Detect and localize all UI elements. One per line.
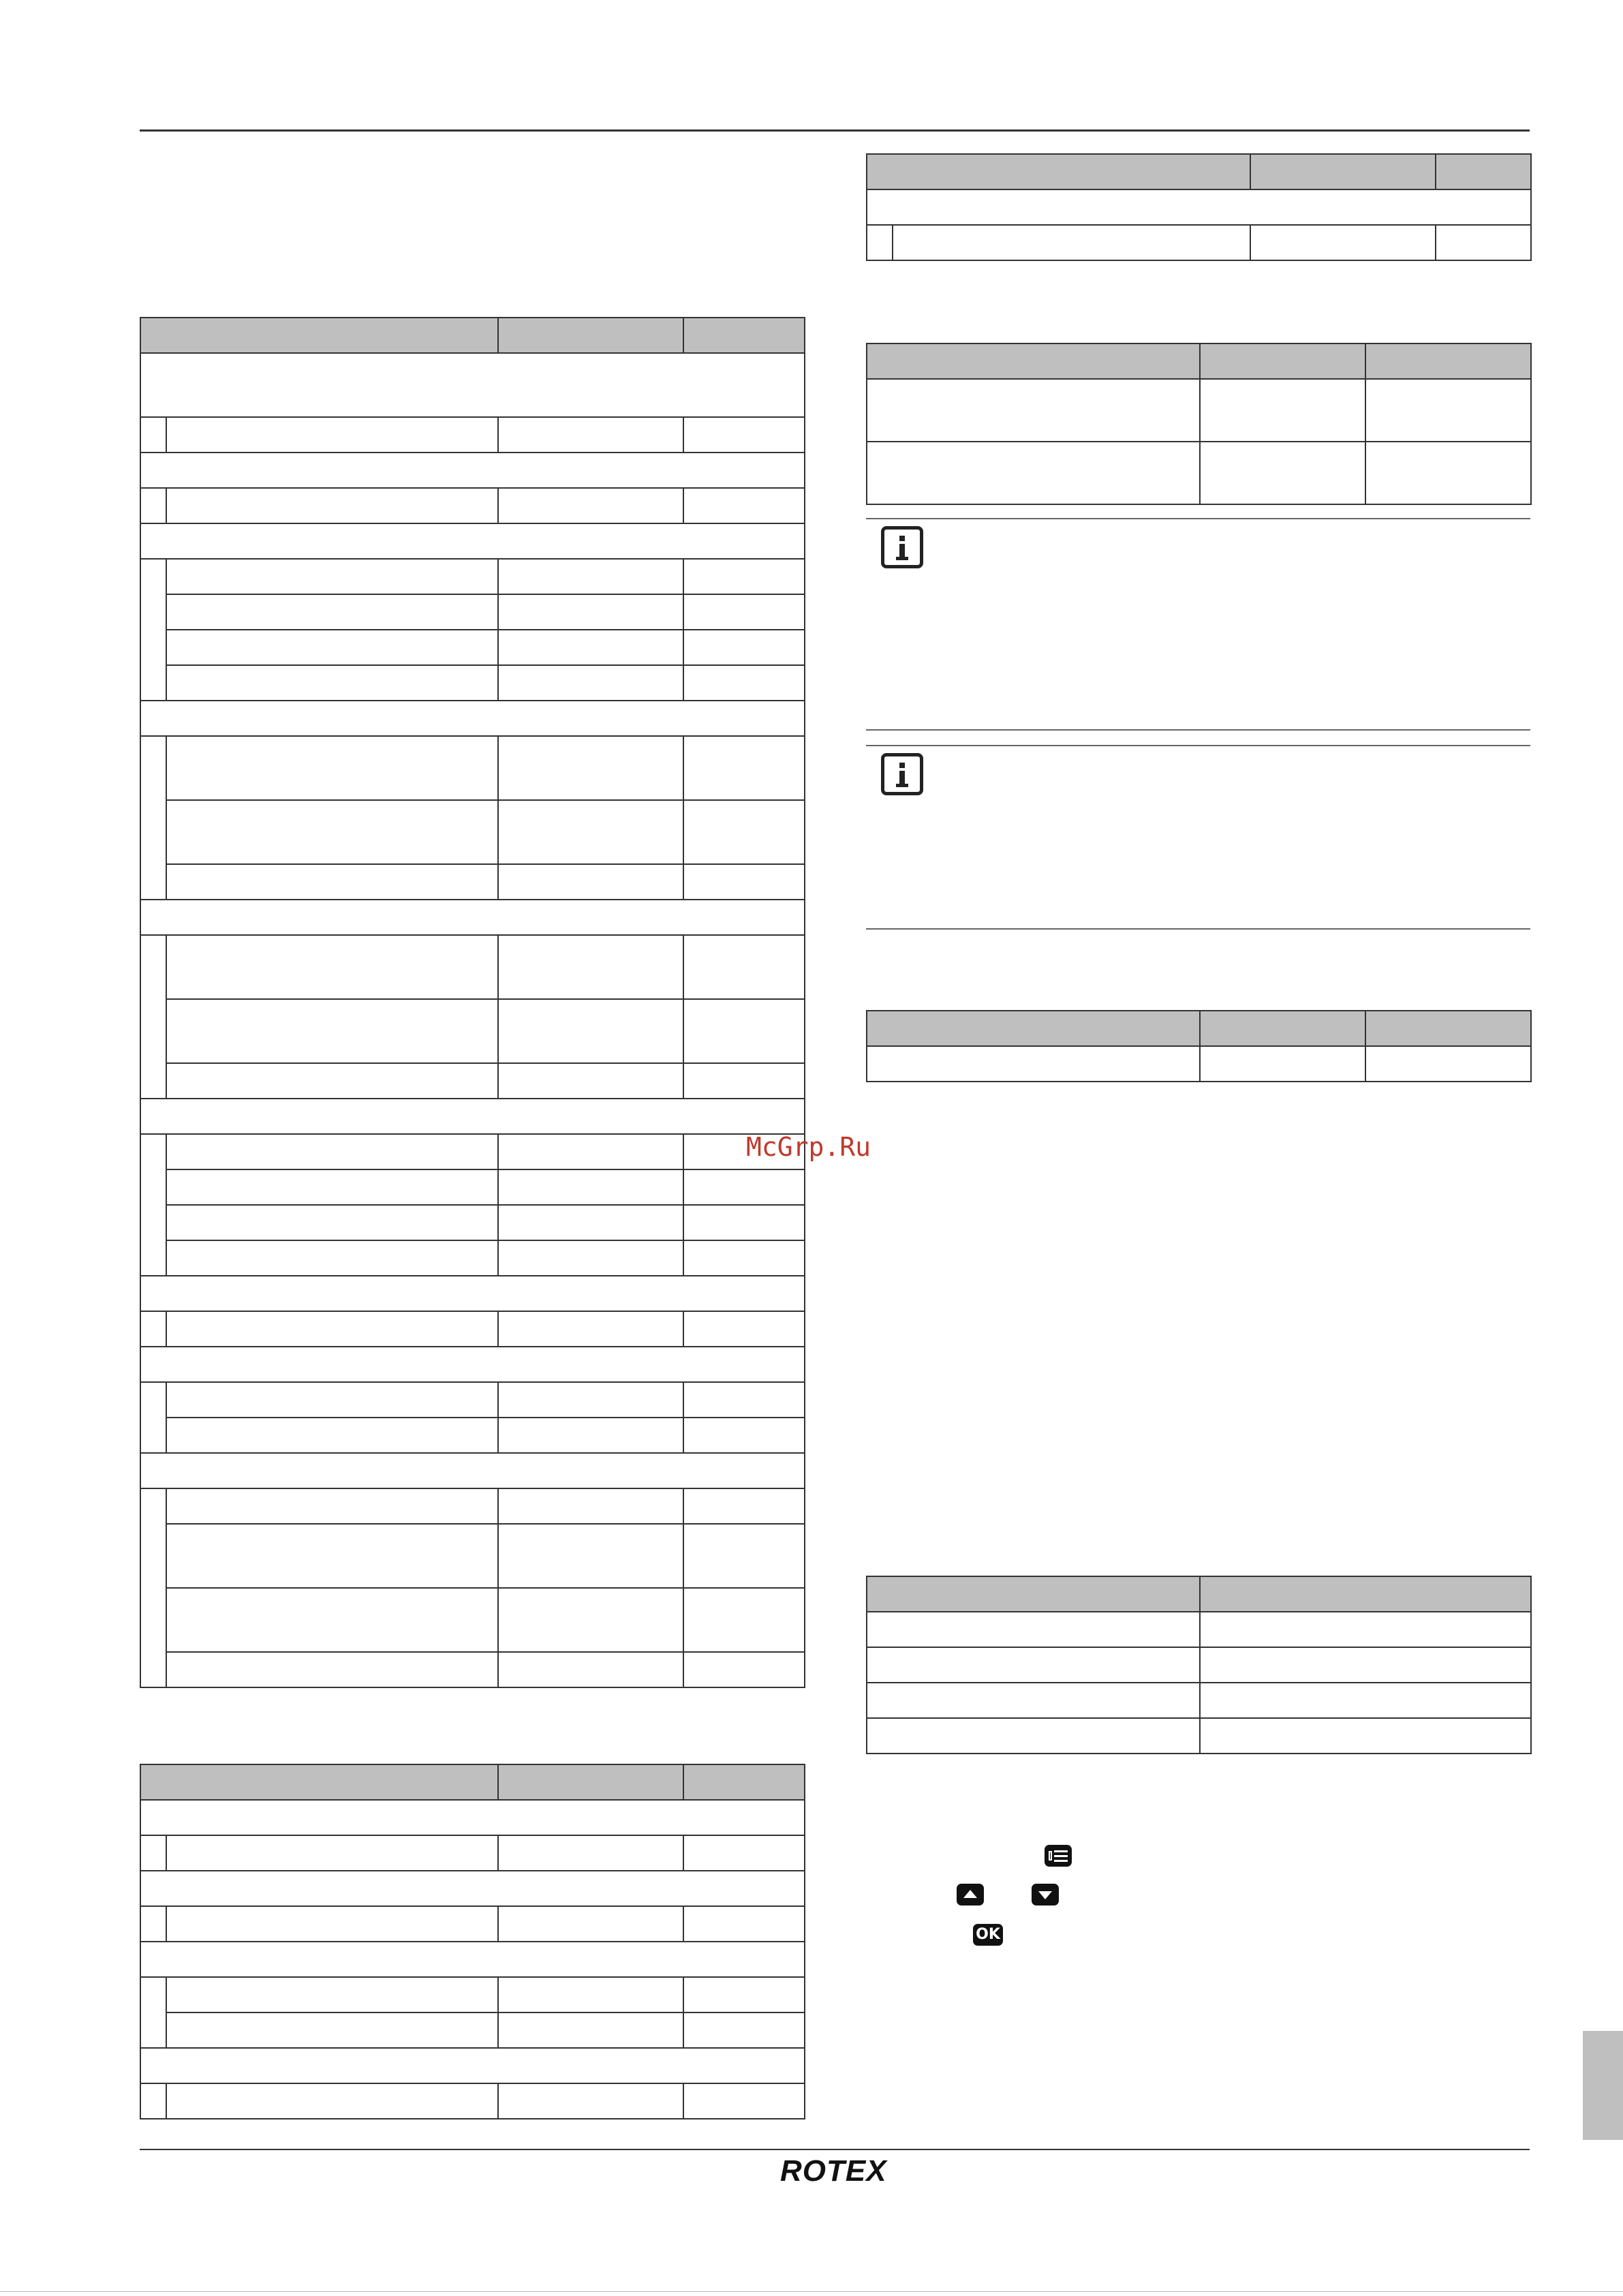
table-row — [140, 1063, 805, 1099]
table-row — [140, 630, 805, 665]
settings-table-6 — [866, 1576, 1532, 1754]
table-row — [140, 2012, 805, 2048]
table-row — [867, 1046, 1531, 1082]
group-row — [140, 900, 805, 935]
table-row — [867, 1647, 1531, 1683]
table-row — [140, 1835, 805, 1871]
group-row — [140, 453, 805, 488]
arrow-down-key-icon — [1032, 1884, 1059, 1905]
info-icon — [881, 753, 923, 795]
table-row — [867, 379, 1531, 442]
settings-table-3 — [866, 153, 1532, 261]
group-row — [140, 353, 805, 417]
header-rule — [140, 129, 1530, 132]
arrow-up-key-icon — [957, 1884, 984, 1905]
group-row — [140, 1276, 805, 1311]
table-header-row — [867, 154, 1531, 189]
table-row — [140, 1906, 805, 1942]
settings-table-4 — [866, 343, 1532, 505]
settings-table-1 — [140, 317, 805, 1688]
table-row — [140, 1382, 805, 1418]
footer-rule — [140, 2149, 1530, 2150]
table-row — [140, 1134, 805, 1169]
table-row — [867, 1612, 1531, 1647]
group-row — [140, 1942, 805, 1977]
table-row — [140, 417, 805, 453]
group-row — [140, 523, 805, 559]
table-row — [867, 1683, 1531, 1718]
group-row — [140, 1800, 805, 1835]
table-row — [140, 1977, 805, 2012]
table-row — [140, 935, 805, 999]
group-row — [140, 1099, 805, 1134]
table-header-row — [140, 1764, 805, 1800]
chapter-tab-marker — [1583, 2031, 1623, 2140]
table-header-row — [867, 1576, 1531, 1612]
info-icon — [881, 526, 923, 568]
table-row — [140, 1588, 805, 1652]
note-top-rule — [866, 518, 1530, 519]
brand-logo: ROTEX — [780, 2154, 887, 2188]
table-row — [140, 1205, 805, 1240]
table-row — [140, 1488, 805, 1524]
menu-key-icon — [1045, 1845, 1072, 1867]
table-row — [140, 488, 805, 523]
group-row — [140, 1871, 805, 1906]
watermark: McGrp.Ru — [746, 1132, 871, 1162]
table-row — [867, 442, 1531, 504]
table-row — [140, 1311, 805, 1347]
table-row — [140, 1169, 805, 1205]
note-top-rule — [866, 745, 1530, 746]
table-row — [140, 864, 805, 900]
table-row — [140, 559, 805, 594]
group-row — [140, 701, 805, 736]
group-row — [140, 1347, 805, 1382]
table-header-row — [140, 318, 805, 353]
table-row — [140, 1652, 805, 1687]
table-row — [140, 800, 805, 864]
table-row — [140, 594, 805, 630]
table-row — [140, 1418, 805, 1453]
ok-key-icon: OK — [973, 1924, 1003, 1946]
group-row — [867, 189, 1531, 225]
table-header-row — [867, 1011, 1531, 1046]
table-row — [140, 665, 805, 701]
page-edge-rule — [0, 2291, 1623, 2292]
table-row — [140, 999, 805, 1063]
table-row — [140, 2083, 805, 2119]
table-header-row — [867, 343, 1531, 379]
note-bottom-rule — [866, 928, 1530, 930]
table-row — [140, 1524, 805, 1588]
group-row — [140, 2048, 805, 2083]
table-row — [140, 1240, 805, 1276]
group-row — [140, 1453, 805, 1488]
settings-table-5 — [866, 1010, 1532, 1082]
settings-table-2 — [140, 1764, 805, 2119]
note-bottom-rule — [866, 729, 1530, 731]
table-row — [867, 225, 1531, 260]
table-row — [140, 736, 805, 800]
table-row — [867, 1718, 1531, 1754]
